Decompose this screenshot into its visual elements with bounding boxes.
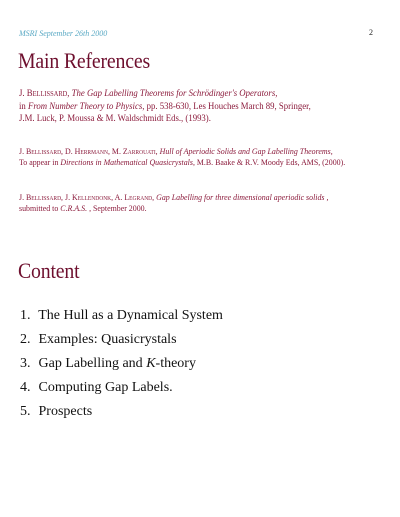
reference-title: Hull of Aperiodic Solids and Gap Labelling Theorems,	[159, 146, 333, 156]
reference-authors: J. Bellissard, J. Kellendonk, A. Legrand,	[19, 192, 155, 202]
content-item	[20, 403, 223, 427]
content-item-number: 2.	[20, 332, 31, 347]
content-item-math: K	[146, 356, 156, 371]
reference-authors: J. Bellissard,	[19, 89, 70, 99]
content-item-text: Gap Labelling and	[38, 356, 147, 371]
reference-journal: C.R.A.S.	[60, 203, 88, 213]
page-number: 2	[369, 28, 373, 37]
references-heading: Main References	[18, 48, 150, 73]
reference-text: in	[19, 101, 28, 112]
content-item-number: 3.	[20, 356, 31, 371]
content-item	[20, 355, 223, 379]
reference-book: Directions in Mathematical Quasicrystals	[60, 157, 193, 167]
content-item-text-suffix: -theory	[155, 356, 196, 371]
reference-item	[19, 146, 345, 168]
content-item	[20, 379, 223, 403]
reference-item	[19, 192, 328, 214]
content-item-text: Examples: Quasicrystals	[38, 332, 177, 347]
content-item	[20, 307, 223, 331]
content-item-text: Computing Gap Labels.	[38, 380, 173, 395]
content-item-number: 1.	[20, 308, 31, 323]
header-date: MSRI September 26th 2000	[19, 29, 108, 38]
reference-title: The Gap Labelling Theorems for Schrödinger's Operators,	[71, 89, 278, 99]
reference-text: submitted to	[19, 203, 61, 213]
reference-details: , September 2000.	[87, 203, 147, 213]
reference-item	[19, 88, 311, 126]
content-item	[20, 331, 223, 355]
reference-book: From Number Theory to Physics	[27, 101, 143, 112]
content-list	[20, 307, 223, 427]
content-item-number: 5.	[20, 404, 31, 419]
reference-authors: J. Bellissard, D. Herrmann, M. Zarrouati,	[19, 146, 158, 156]
content-item-number: 4.	[20, 380, 31, 395]
reference-title: Gap Labelling for three dimensional aperiodic solids ,	[156, 192, 329, 202]
reference-details: , pp. 538-630, Les Houches March 89, Springer,	[142, 101, 311, 112]
content-item-text: Prospects	[38, 404, 93, 419]
content-item-text: The Hull as a Dynamical System	[38, 308, 223, 323]
reference-details: , M.B. Baake & R.V. Moody Eds, AMS, (2000).	[192, 157, 346, 167]
reference-text: To appear in	[19, 157, 61, 167]
content-heading: Content	[18, 258, 80, 283]
reference-editors: J.M. Luck, P. Moussa & M. Waldschmidt Eds., (1993).	[19, 114, 211, 124]
